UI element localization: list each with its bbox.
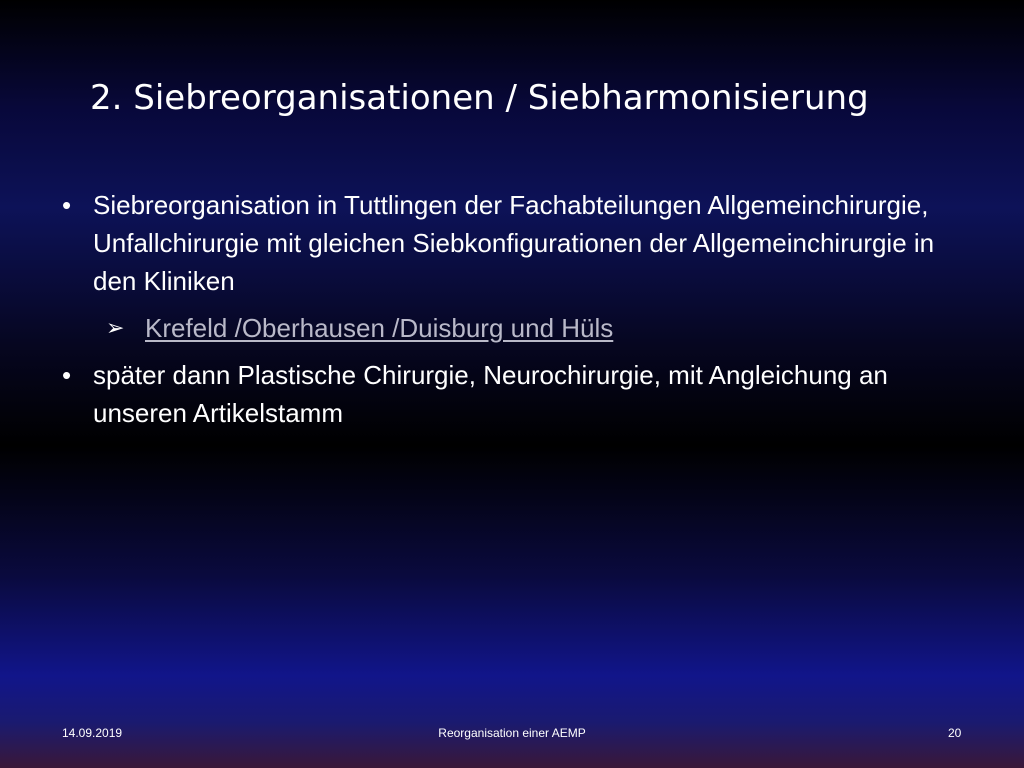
bullet-item [60, 356, 960, 432]
arrow-bullet-icon: ➢ [106, 315, 125, 340]
bullet-text: Siebreorganisation in Tuttlingen der Fachabteilungen Allgemeinchirurgie, Unfallchirurgie mit gleichen Siebkonfigurationen der Allgemeinchirurgie in den Kliniken [93, 190, 935, 296]
slide-title: 2. Siebreorganisationen / Siebharmonisierung [90, 78, 869, 118]
bullet-dot-icon: • [62, 190, 72, 220]
bullet-dot-icon: • [62, 360, 72, 390]
bullet-text: später dann Plastische Chirurgie, Neurochirurgie, mit Angleichung an unseren Artikelstamm [93, 360, 888, 428]
hospitals-link[interactable]: Krefeld /Oberhausen /Duisburg und Hüls [145, 313, 614, 343]
footer-page-number: 20 [948, 726, 962, 740]
footer-date: 14.09.2019 [62, 726, 123, 740]
bullet-item [60, 186, 960, 300]
sub-bullet-item [60, 308, 960, 348]
slide-content [60, 186, 960, 432]
footer-title: Reorganisation einer AEMP [438, 726, 586, 740]
